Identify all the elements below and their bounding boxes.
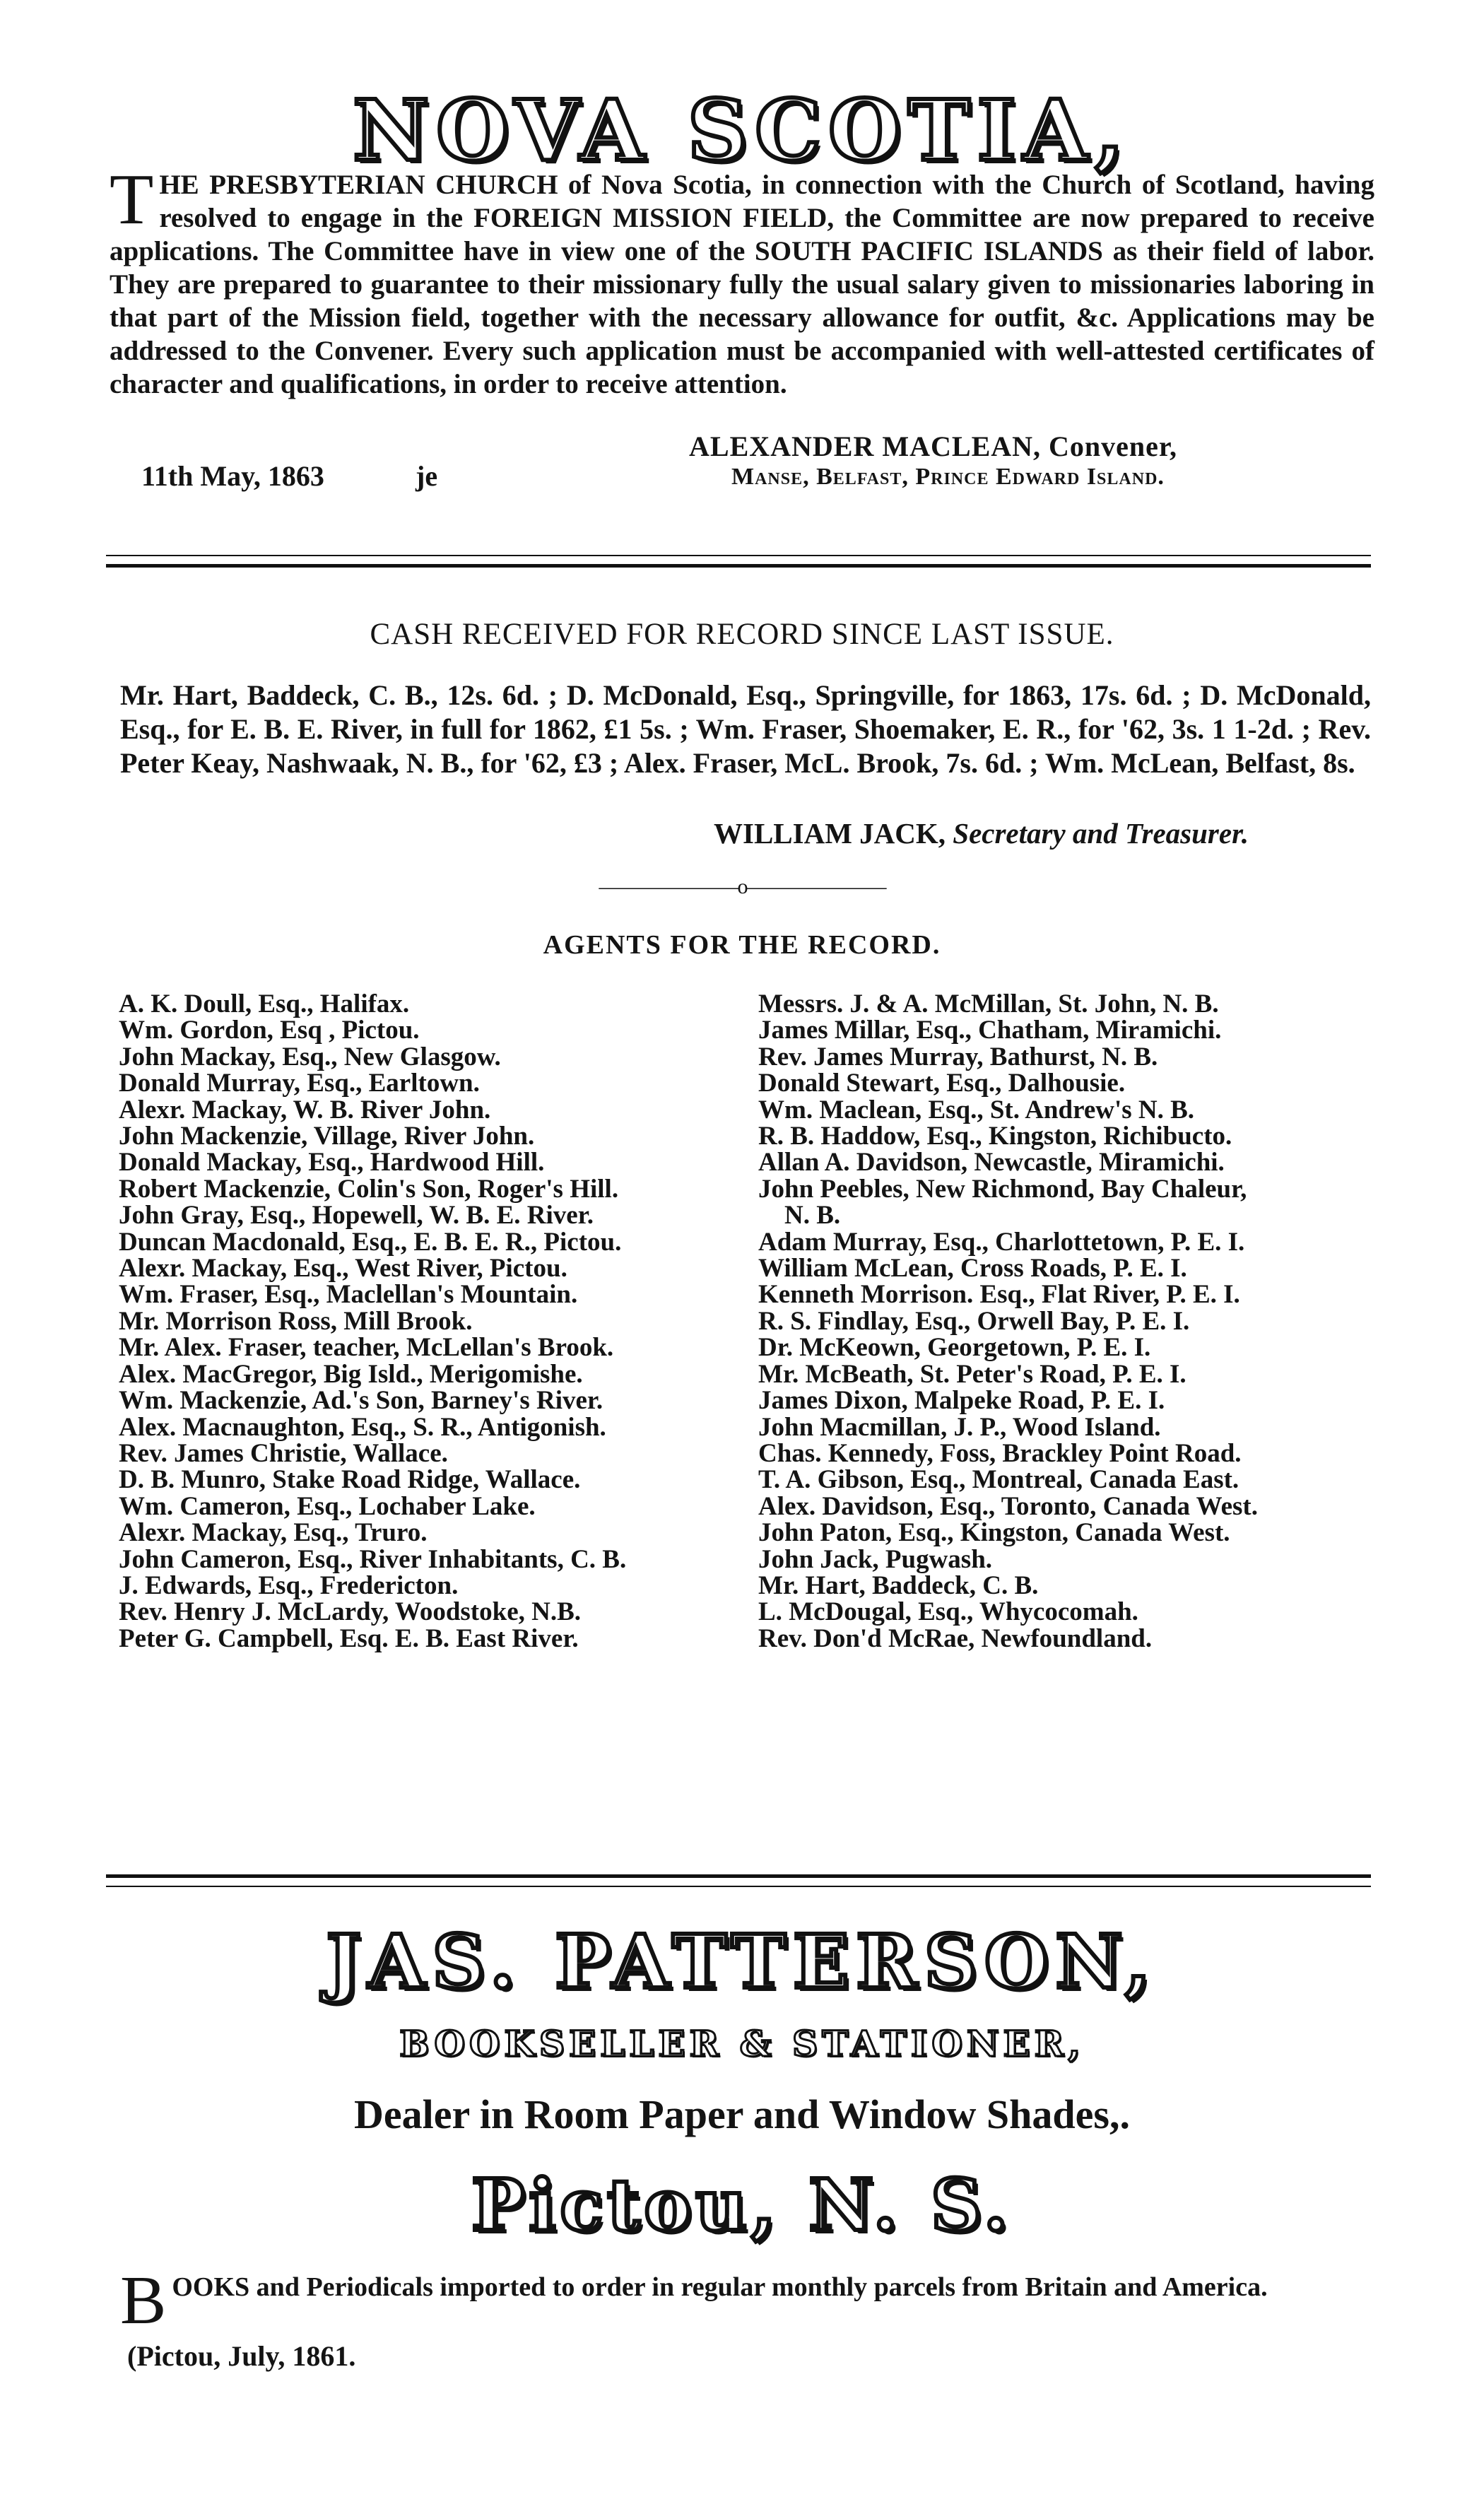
agent-entry: Messrs. J. & A. McMillan, St. John, N. B. [758,989,1219,1018]
agent-entry: Duncan Macdonald, Esq., E. B. E. R., Pictou. [119,1227,622,1257]
ad-date: (Pictou, July, 1861. [127,2340,356,2372]
notice-dropcap: T [110,160,154,240]
section-divider [106,1874,1371,1887]
agent-entry: Adam Murray, Esq., Charlottetown, P. E. I. [758,1227,1245,1257]
agent-entry: Mr. Hart, Baddeck, C. B. [758,1570,1039,1600]
agent-entry: James Dixon, Malpeke Road, P. E. I. [758,1386,1165,1416]
notice-mark: je [416,460,438,492]
agent-entry: Peter G. Campbell, Esq. E. B. East River. [119,1623,579,1653]
agent-entry: Mr. Morrison Ross, Mill Brook. [119,1306,473,1336]
agent-entry: Chas. Kennedy, Foss, Brackley Point Road. [758,1438,1242,1468]
agent-entry: N. B. [758,1201,841,1230]
agent-entry: Donald Mackay, Esq., Hardwood Hill. [119,1148,545,1177]
mission-notice [110,160,1374,401]
ad-body-text: OOKS and Periodicals imported to order in regular monthly parcels from Britain and America. [172,2272,1268,2302]
agent-entry: Alex. Macnaughton, Esq., S. R., Antigonish. [119,1412,606,1442]
agent-entry: J. Edwards, Esq., Fredericton. [119,1570,459,1600]
section-divider [106,555,1371,568]
agent-entry: Wm. Fraser, Esq., Maclellan's Mountain. [119,1280,578,1310]
ornament-divider: ———————o——————— [599,875,885,898]
agent-entry: Alex. Davidson, Esq., Toronto, Canada West. [758,1491,1258,1521]
masthead-title: NOVA SCOTIA, [353,81,1131,180]
agent-entry: Kenneth Morrison. Esq., Flat River, P. E. I. [758,1280,1240,1310]
agent-entry: Alexr. Mackay, W. B. River John. [119,1095,491,1124]
agents-list-right [758,991,1380,1652]
cash-body: Mr. Hart, Baddeck, C. B., 12s. 6d. ; D. McDonald, Esq., Springville, for 1863, 17s. 6d. ; D. McDonald, Esq., for E. B. E. River, in full for 1862, £1 5s. ; Wm. Fraser, Shoemaker, E. R., for '62, 3s. 1 1-2d. ; Rev. Peter Keay, Nashwaak, N. B., for '62, £3 ; Alex. Fraser, McL. Brook, 7s. 6d. ; Wm. McLean, Belfast, 8s. [120,679,1371,779]
agent-entry: Wm. Gordon, Esq , Pictou. [119,1016,420,1045]
agent-entry: D. B. Munro, Stake Road Ridge, Wallace. [119,1465,581,1495]
agent-entry: Rev. James Murray, Bathurst, N. B. [758,1042,1158,1071]
agent-entry: John Mackenzie, Village, River John. [119,1122,535,1151]
agent-entry: Allan A. Davidson, Newcastle, Miramichi. [758,1148,1225,1177]
agent-entry: Wm. Cameron, Esq., Lochaber Lake. [119,1491,536,1521]
ad-dealer: Dealer in Room Paper and Window Shades,. [354,2091,1130,2137]
agent-entry: L. McDougal, Esq., Whycocomah. [758,1597,1138,1627]
agents-list-left [119,991,755,1652]
cash-signature [714,816,1249,850]
agent-entry: John Macmillan, J. P., Wood Island. [758,1412,1161,1442]
agent-entry: Donald Stewart, Esq., Dalhousie. [758,1069,1126,1098]
agent-entry: Alexr. Mackay, Esq., West River, Pictou. [119,1254,567,1284]
agent-entry: T. A. Gibson, Esq., Montreal, Canada East. [758,1465,1239,1495]
agents-heading: AGENTS FOR THE RECORD. [543,930,941,960]
ad-body [120,2262,1378,2339]
agent-entry: A. K. Doull, Esq., Halifax. [119,989,410,1018]
agent-entry: Rev. Henry J. McLardy, Woodstoke, N.B. [119,1597,582,1627]
agent-entry: William McLean, Cross Roads, P. E. I. [758,1254,1187,1284]
agent-entry: John Gray, Esq., Hopewell, W. B. E. River. [119,1201,594,1230]
ad-dropcap: B [120,2262,167,2339]
agent-entry: Rev. James Christie, Wallace. [119,1438,448,1468]
agent-entry: R. S. Findlay, Esq., Orwell Bay, P. E. I. [758,1306,1190,1336]
agent-entry: Donald Murray, Esq., Earltown. [119,1069,480,1098]
ad-place: Pictou, N. S. [471,2163,1013,2247]
notice-text: HE PRESBYTERIAN CHURCH of Nova Scotia, in connection with the Church of Scotland, having resolved to engage in the FOREIGN MISSION FIELD, the Committee are now prepared to receive applications. The Committee have in view one of the SOUTH PACIFIC ISLANDS as their field of labor. They are prepared to guarantee to their missionary fully the usual salary given to missionaries laboring in that part of the Mission field, together with the necessary allowance for outfit, &c. Applications may be addressed to the Convener. Every such application must be accompanied with well-attested certificates of character and qualifications, in order to receive attention. [110,170,1374,399]
ad-name: JAS. PATTERSON, [326,1918,1158,2005]
agent-entry: Alex. MacGregor, Big Isld., Merigomishe. [119,1359,583,1389]
cash-signature-name: WILLIAM JACK, [714,817,946,850]
notice-signatory: ALEXANDER MACLEAN, Convener, [689,430,1177,462]
ad-trade: BOOKSELLER & STATIONER, [399,2023,1085,2064]
notice-date: 11th May, 1863 [141,460,324,492]
agent-entry: Alexr. Mackay, Esq., Truro. [119,1518,428,1548]
agent-entry: Wm. Maclean, Esq., St. Andrew's N. B. [758,1095,1195,1124]
agent-entry: John Cameron, Esq., River Inhabitants, C. B. [119,1544,627,1574]
cash-signature-title: Secretary and Treasurer. [953,817,1249,850]
agent-entry: Rev. Don'd McRae, Newfoundland. [758,1623,1153,1653]
agent-entry: Dr. McKeown, Georgetown, P. E. I. [758,1333,1151,1363]
notice-address: Manse, Belfast, Prince Edward Island. [731,464,1165,490]
cash-heading: CASH RECEIVED FOR RECORD SINCE LAST ISSUE. [370,618,1114,651]
agent-entry: Wm. Mackenzie, Ad.'s Son, Barney's River. [119,1386,603,1416]
agent-entry: Mr. McBeath, St. Peter's Road, P. E. I. [758,1359,1186,1389]
agent-entry: James Millar, Esq., Chatham, Miramichi. [758,1016,1222,1045]
agent-entry: R. B. Haddow, Esq., Kingston, Richibucto. [758,1122,1232,1151]
agent-entry: John Peebles, New Richmond, Bay Chaleur, [758,1174,1247,1204]
agent-entry: John Jack, Pugwash. [758,1544,993,1574]
agent-entry: John Mackay, Esq., New Glasgow. [119,1042,501,1071]
agent-entry: Mr. Alex. Fraser, teacher, McLellan's Brook. [119,1333,614,1363]
agent-entry: John Paton, Esq., Kingston, Canada West. [758,1518,1230,1548]
agent-entry: Robert Mackenzie, Colin's Son, Roger's Hill. [119,1174,619,1204]
